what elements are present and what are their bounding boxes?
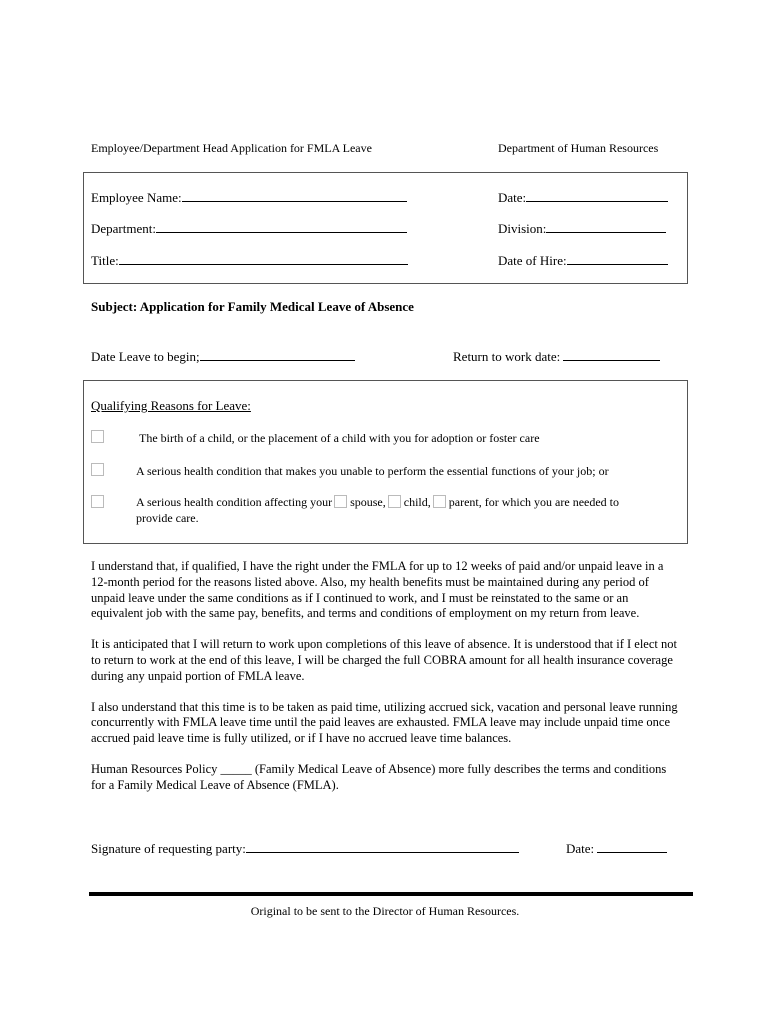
reason-own-health-text: A serious health condition that makes you unable to perform the essential functions of your job; or: [136, 464, 609, 478]
child-checkbox[interactable]: [388, 495, 401, 508]
reason-own-health-checkbox[interactable]: [91, 463, 104, 476]
division-field[interactable]: [546, 220, 666, 233]
paragraph-return: It is anticipated that I will return to work upon completions of this leave of absence. It is understood that if I elect not to return to work at the end of this leave, I will be charged the full COBRA amount for all health insurance coverage during any unpaid portion of FMLA leave.: [91, 637, 677, 683]
reason-family-health-checkbox[interactable]: [91, 495, 104, 508]
date-of-hire-field[interactable]: [567, 252, 668, 265]
date-of-hire-row: [498, 252, 668, 269]
footer-divider: [89, 892, 693, 896]
reasons-heading: Qualifying Reasons for Leave:: [91, 398, 251, 413]
signature-label: Signature of requesting party:: [91, 841, 246, 856]
signature-date-field[interactable]: [597, 840, 667, 853]
date-of-hire-label: Date of Hire:: [498, 253, 567, 268]
subject-line: Subject: Application for Family Medical Leave of Absence: [91, 299, 414, 314]
leave-begin-label: Date Leave to begin;: [91, 349, 200, 364]
date-row: [498, 189, 668, 206]
signature-row: [91, 840, 519, 857]
leave-begin-row: [91, 348, 355, 365]
employee-name-row: [91, 189, 407, 206]
employee-name-field[interactable]: [182, 189, 407, 202]
reason-family-health-row: [136, 495, 619, 510]
department-row: [91, 220, 407, 237]
division-label: Division:: [498, 221, 547, 236]
title-field[interactable]: [119, 252, 408, 265]
title-row: [91, 252, 408, 269]
paragraph-policy: Human Resources Policy _____ (Family Medical Leave of Absence) more fully describes the terms and conditions for a Family Medical Leave of Absence (FMLA).: [91, 761, 667, 792]
child-label: child,: [403, 495, 431, 509]
division-row: [498, 220, 666, 237]
body-text: [91, 559, 683, 794]
reason-family-prefix: A serious health condition affecting your: [136, 495, 333, 509]
signature-field[interactable]: [246, 840, 519, 853]
reason-birth-checkbox[interactable]: [91, 430, 104, 443]
employee-name-label: Employee Name:: [91, 190, 182, 205]
spouse-label: spouse,: [350, 495, 386, 509]
form-title: Employee/Department Head Application for FMLA Leave: [91, 141, 372, 155]
return-date-row: [453, 348, 660, 365]
spouse-checkbox[interactable]: [334, 495, 347, 508]
return-date-field[interactable]: [563, 348, 660, 361]
department-label: Department:: [91, 221, 156, 236]
reason-birth-text: The birth of a child, or the placement of a child with you for adoption or foster care: [139, 431, 540, 445]
parent-label: parent, for which you are needed to: [448, 495, 620, 509]
reason-family-line2: provide care.: [136, 511, 199, 525]
signature-date-label: Date:: [566, 841, 595, 856]
leave-begin-field[interactable]: [200, 348, 355, 361]
paragraph-rights: I understand that, if qualified, I have the right under the FMLA for up to 12 weeks of paid and/or unpaid leave in a 12-month period for the reasons listed above. Also, my health benefits must be maintained during any period of unpaid leave under the same conditions as if I continued to work, and I must be reinstated to the same or an equivalent job with the same pay, benefits, and terms and conditions of employment on my return from leave.: [91, 559, 664, 621]
paragraph-paid-time: I also understand that this time is to be taken as paid time, utilizing accrued sick, vacation and personal leave running concurrently with FMLA leave time until the paid leaves are exhausted. FMLA leave may include unpaid time once accrued paid leave time is fully utilized, or if I have no accrued leave time balances.: [91, 699, 678, 746]
signature-date-row: [566, 840, 667, 857]
footer-note: Original to be sent to the Director of Human Resources.: [250, 904, 520, 918]
department-field[interactable]: [156, 220, 407, 233]
return-date-label: Return to work date:: [453, 349, 561, 364]
title-label: Title:: [91, 253, 119, 268]
date-label: Date:: [498, 190, 527, 205]
parent-checkbox[interactable]: [433, 495, 446, 508]
department-heading: Department of Human Resources: [498, 141, 659, 155]
date-field[interactable]: [526, 189, 668, 202]
